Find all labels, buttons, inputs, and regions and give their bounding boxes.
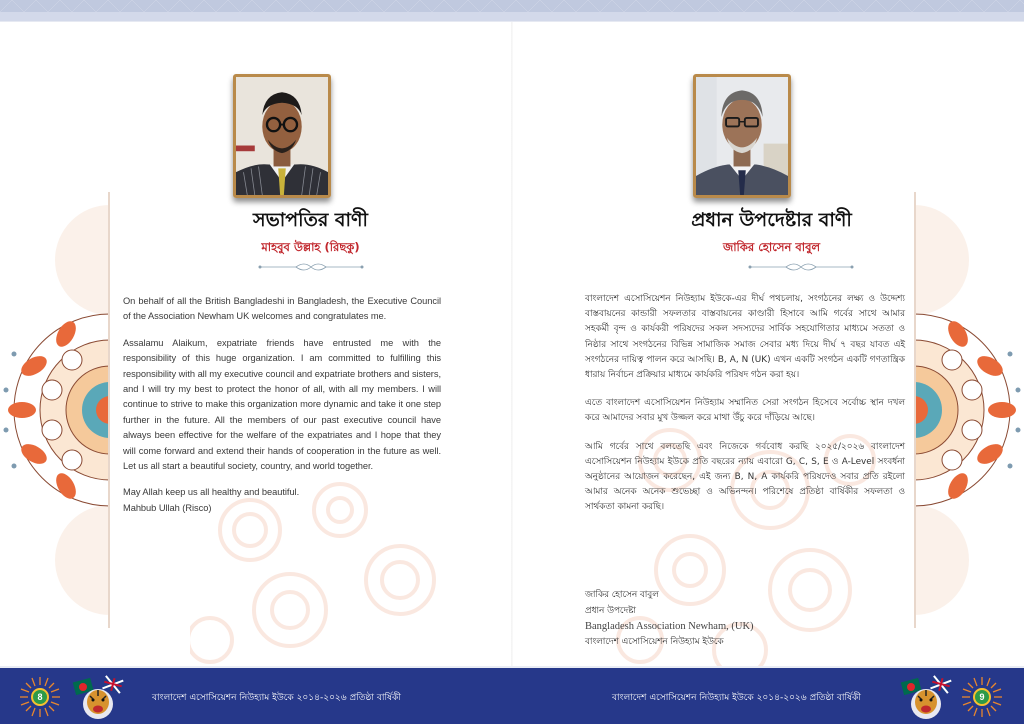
page-number: 8 [31,688,49,706]
footer-bar [0,666,1024,724]
president-portrait [233,74,331,198]
signature-org-english: Bangladesh Association Newham, (UK) [585,621,754,632]
chief-advisor-portrait [693,74,791,198]
message-paragraph: আমি গর্বের সাথে বলতেছি এবং নিজেকে গর্ববোধ করছি ২০২৫/২০২৬ বাংলাদেশ এসোসিয়েশন নিউহ্যাম ইউকে প্রতি বছরের ন্যায় এবারো G, C, S, E ও A-Level সংবর্ধনা অনুষ্ঠানের আয়োজন করেছেন, এই জন্য B, N, A কার্যকরি পরিষদেও সবার প্রতি রইলো আমার অনেক অনেক শুভেচ্ছা ও অভিনন্দন। পরিশেষে প্রতিষ্ঠা বার্ষিকীর সফলতা ও সার্থকতা কামনা করছি। [585,441,905,513]
signature-title: প্রধান উপদেষ্টা [585,605,636,616]
closing-line: May Allah keep us all healthy and beautiful. [123,487,300,498]
message-paragraph: এতে বাংলাদেশ এসোসিয়েশন নিউহ্যাম সম্মানিত সেরা সংগঠন হিসেবে সর্বোচ্চ স্থান দখল করে আমাদের সবার মুখ উজ্জল করে মাথা উঁচু করে দাঁড়িয়ে আছে। [585,398,905,424]
page-heading: প্রধান উপদেষ্টার বাণী [691,209,852,231]
ornamental-divider [746,262,856,272]
tiger-flags-logo-icon [898,674,954,722]
page-heading: সভাপতির বাণী [253,209,368,231]
author-name: জাকির হোসেন বাবুল [722,240,821,254]
closing-signature: Mahbub Ullah (Risco) [123,502,212,513]
mandala-decoration-left [0,192,110,628]
author-name: মাহবুব উল্লাহ (রিছকু) [261,240,360,254]
tiger-flags-logo-icon [70,674,126,722]
page-number-badge-right [962,677,1002,717]
right-page-chief-advisor-message [513,22,914,666]
message-paragraph: On behalf of all the British Bangladeshi in Bangladesh, the Executive Council of the Association Newham UK welcomes and congratulates me. [123,296,441,322]
signature-org-bangla: বাংলাদেশ এসোসিয়েশন নিউহ্যাম ইউকে [585,636,724,647]
page-number: 9 [973,688,991,706]
signature-block [585,588,754,650]
message-body [585,292,905,529]
left-page-president-message [110,22,511,666]
top-pattern-band [0,0,1024,22]
message-body [123,294,441,516]
footer-title-right: বাংলাদেশ এসোসিয়েশন নিউহ্যাম ইউকে ২০১৪-২০২৬ প্রতিষ্ঠা বার্ষিকী [612,693,861,703]
signature-name: জাকির হোসেন বাবুল [585,590,659,600]
ornamental-divider [256,262,366,272]
footer-title-left: বাংলাদেশ এসোসিয়েশন নিউহ্যাম ইউকে ২০১৪-২০২৬ প্রতিষ্ঠা বার্ষিকী [152,693,401,703]
page-number-badge-left [20,677,60,717]
message-paragraph: বাংলাদেশ এসোসিয়েশন নিউহ্যাম ইউকে-এর দীর্ঘ পথচলায়, সংগঠনের লক্ষ্য ও উদ্দেশ্য বাস্তবায়নের কান্ডারী সফলতার বাস্তবায়নের কাণ্ডারী হিসাবে আমি গর্বের সাথে আমার সহকর্মী বৃন্দ ও কার্যকরী পরিষদের সকল সদস্যদের সার্বিক সহযোগিতার মাধ্যমে সততা ও নিষ্ঠার সাথে সংগঠনের বিভিন্ন সামাজিক সমাজ সেবার মধ্য দিয়ে দীর্ঘ ৭ বছর যাবত এই সংগঠনের দায়িত্ব পালন করে আসছি। B, A, N (UK) এখন একটি সংগঠন একটি গণতান্ত্রিক ধারায় নির্বাচন প্রক্রিয়ার মাধ্যমে কার্যকরি পরিষদ গঠন করা হয়। [585,294,905,381]
message-paragraph: Assalamu Alaikum, expatriate friends have entrusted me with the responsibility of this huge organization. I am committed to fulfilling this responsibility with all my executive council and expatriate brothers and sisters, and I will try my best to protect the honor of all, with all my members. I will continue to strive to make this organization more dynamic and take it one step further in the future. All the members of our past executive council have always been effective for the welfare of the expatriates and I hope that they will come forward and extend their hands of cooperation in the future as well. Let us all start a beautiful society, country, and world together. [123,337,441,472]
